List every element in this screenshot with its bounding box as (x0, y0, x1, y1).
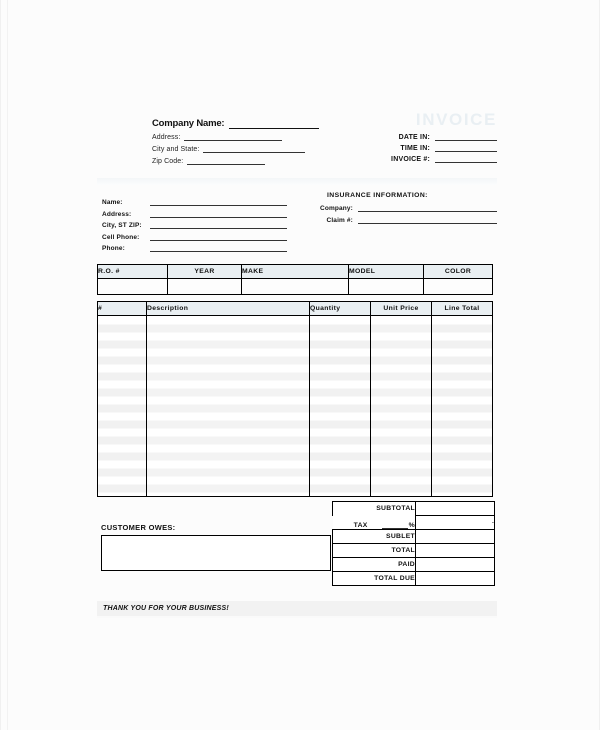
line-items-body-row (98, 316, 493, 497)
invoice-sheet (97, 110, 497, 618)
company-address-label: Address: (152, 134, 181, 141)
customer-owes-title: CUSTOMER OWES: (101, 523, 176, 532)
invoice-meta-block (342, 110, 497, 163)
date-in-label: DATE IN: (398, 134, 430, 141)
customer-phone-input[interactable] (150, 244, 287, 252)
customer-city-st-zip-label: City, ST ZIP: (102, 222, 142, 229)
customer-info-block (102, 198, 287, 256)
tax-label: TAX (353, 521, 368, 529)
parties-section (97, 192, 497, 260)
items-body-number[interactable] (98, 316, 147, 497)
date-in-row (342, 133, 497, 141)
customer-name-row (102, 198, 287, 206)
vehicle-table-row (98, 279, 493, 295)
total-value[interactable] (416, 544, 495, 558)
line-items-table-wrapper (97, 301, 497, 497)
customer-owes-box[interactable] (101, 535, 331, 571)
items-col-quantity: Quantity (310, 302, 371, 316)
customer-cell-phone-row (102, 233, 287, 241)
vehicle-col-color: COLOR (424, 265, 493, 279)
items-col-line-total: Line Total (432, 302, 493, 316)
totals-table (332, 501, 495, 586)
customer-cell-phone-input[interactable] (150, 233, 287, 241)
items-body-description[interactable] (147, 316, 310, 497)
line-items-header-row (98, 302, 493, 316)
insurance-info-block (309, 192, 497, 227)
vehicle-table-header-row (98, 265, 493, 279)
customer-phone-row (102, 244, 287, 252)
vehicle-cell-make[interactable] (242, 279, 349, 295)
invoice-number-input[interactable] (435, 155, 497, 163)
insurance-company-input[interactable] (358, 204, 497, 212)
paid-value[interactable] (416, 558, 495, 572)
totals-row-subtotal (333, 502, 495, 516)
vehicle-cell-color[interactable] (424, 279, 493, 295)
totals-row-paid (333, 558, 495, 572)
tax-value[interactable]: - (416, 516, 495, 530)
totals-section (97, 501, 497, 593)
vehicle-col-ro-number: R.O. # (98, 265, 168, 279)
company-city-state-input[interactable] (203, 145, 305, 153)
insurance-claim-row (309, 216, 497, 224)
insurance-company-label: Company: (320, 205, 353, 212)
subtotal-value[interactable] (416, 502, 495, 516)
vehicle-cell-model[interactable] (349, 279, 424, 295)
time-in-row (342, 144, 497, 152)
customer-city-st-zip-row (102, 221, 287, 229)
footer-band (97, 601, 497, 616)
items-col-unit-price: Unit Price (371, 302, 432, 316)
total-due-label: TOTAL DUE (333, 572, 416, 586)
insurance-claim-label: Claim #: (326, 216, 353, 224)
vehicle-col-year: YEAR (168, 265, 242, 279)
company-name-label: Company Name: (152, 118, 225, 129)
subtotal-label: SUBTOTAL (333, 502, 416, 516)
vehicle-cell-year[interactable] (168, 279, 242, 295)
tax-rate-input[interactable] (382, 520, 408, 529)
company-city-state-label: City and State: (152, 146, 200, 153)
footer-message: THANK YOU FOR YOUR BUSINESS! (103, 605, 229, 612)
sublet-label: SUBLET (333, 530, 416, 544)
tax-percent-symbol: % (408, 521, 415, 529)
company-address-input[interactable] (184, 133, 282, 141)
insurance-title: INSURANCE INFORMATION: (327, 192, 428, 199)
line-items-table (97, 301, 493, 497)
totals-row-total-due (333, 572, 495, 586)
date-in-input[interactable] (435, 133, 497, 141)
items-col-number: # (98, 302, 147, 316)
total-label: TOTAL (333, 544, 416, 558)
customer-owes-block (101, 523, 331, 571)
vehicle-col-model: MODEL (349, 265, 424, 279)
customer-name-input[interactable] (150, 198, 287, 206)
paid-label: PAID (333, 558, 416, 572)
invoice-watermark: INVOICE (415, 110, 497, 129)
totals-row-total (333, 544, 495, 558)
totals-row-tax (333, 516, 495, 530)
items-body-quantity[interactable] (310, 316, 371, 497)
vehicle-col-make: MAKE (242, 265, 349, 279)
time-in-label: TIME IN: (400, 145, 430, 152)
invoice-header (97, 110, 497, 172)
customer-name-label: Name: (102, 199, 123, 206)
footer-shadow (97, 616, 497, 618)
vehicle-cell-ro-number[interactable] (98, 279, 168, 295)
header-divider-band (97, 178, 497, 185)
insurance-claim-input[interactable] (358, 216, 497, 224)
total-due-value[interactable] (416, 572, 495, 586)
items-col-description: Description (147, 302, 310, 316)
invoice-number-label: INVOICE #: (391, 156, 430, 163)
customer-address-label: Address: (102, 210, 132, 218)
vehicle-table (97, 264, 493, 295)
sublet-value[interactable] (416, 530, 495, 544)
time-in-input[interactable] (435, 144, 497, 152)
vehicle-table-wrapper (97, 264, 497, 295)
company-name-input[interactable] (229, 119, 319, 129)
insurance-company-row (309, 204, 497, 212)
invoice-number-row (342, 155, 497, 163)
customer-phone-label: Phone: (102, 245, 125, 252)
items-body-unit-price[interactable] (371, 316, 432, 497)
customer-city-st-zip-input[interactable] (150, 221, 287, 229)
totals-row-sublet (333, 530, 495, 544)
company-zip-label: Zip Code: (152, 158, 184, 165)
customer-cell-phone-label: Cell Phone: (102, 233, 140, 241)
customer-address-input[interactable] (150, 210, 287, 218)
tax-label-cell (333, 516, 416, 530)
company-zip-input[interactable] (187, 157, 265, 165)
items-body-line-total[interactable] (432, 316, 493, 497)
customer-address-row (102, 210, 287, 218)
